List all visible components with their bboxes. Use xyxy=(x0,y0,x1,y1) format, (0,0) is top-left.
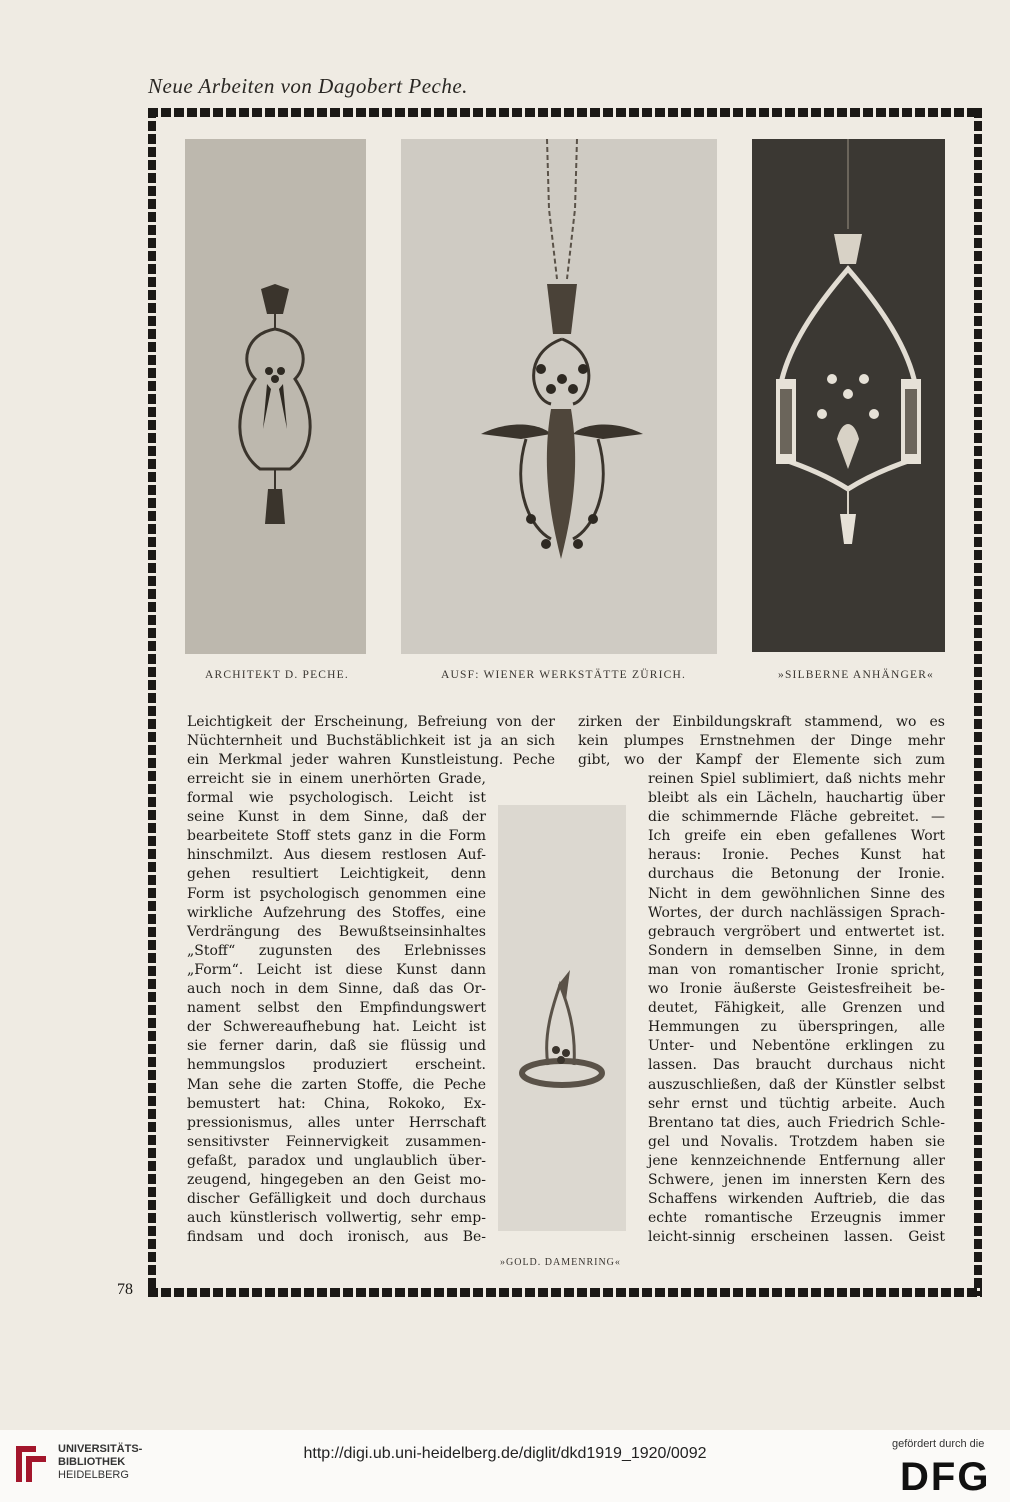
ring-illustration xyxy=(498,805,626,1231)
text-line: Hemmungen zu überspringen, alle xyxy=(648,1019,945,1036)
text-line: bearbeitete Stoff stets ganz in die Form xyxy=(187,828,486,845)
frame-border-left xyxy=(148,108,156,1296)
photo-pendant-right xyxy=(752,139,945,652)
photo-gold-ring xyxy=(498,805,626,1231)
text-line: jene kennzeichnende Entfernung aller xyxy=(648,1152,945,1169)
text-line: Wortes, der durch nachlässigen Sprach- xyxy=(648,904,945,921)
caption-ring: »GOLD. DAMENRING« xyxy=(500,1257,621,1268)
text-line: discher Gefälligkeit und doch durchaus xyxy=(187,1191,486,1208)
photo-pendant-left xyxy=(185,139,366,654)
text-line: hemmungslos produziert erscheint. xyxy=(187,1057,486,1074)
pendant-right-illustration xyxy=(752,139,945,652)
text-line: heraus: Ironie. Peches Kunst hat xyxy=(648,847,945,864)
text-line: Nicht in dem gewöhnlichen Sinne des xyxy=(648,885,945,902)
text-line: Form ist psychologisch genommen eine xyxy=(187,885,486,902)
caption-right: »SILBERNE ANHÄNGER« xyxy=(778,669,935,681)
text-line: pressionismus, alles unter Herrschaft xyxy=(187,1114,486,1131)
text-line: findsam und doch ironisch, aus Be- xyxy=(187,1229,486,1246)
text-line: Brentano tat dies, auch Friedrich Schle- xyxy=(648,1114,945,1131)
caption-left: ARCHITEKT D. PECHE. xyxy=(205,669,349,681)
funding-caption: gefördert durch die xyxy=(892,1438,985,1450)
text-line: hinschmilzt. Aus diesem restlosen Auf- xyxy=(187,847,486,864)
text-line: erreicht sie in einem unerhörten Grade, xyxy=(187,771,486,787)
text-line: zeugend, hingegeben an den Geist mo- xyxy=(187,1171,486,1188)
right-column-narrow xyxy=(648,770,945,1247)
caption-center: AUSF: WIENER WERKSTÄTTE ZÜRICH. xyxy=(441,669,687,681)
text-line: gel und Novalis. Trotzdem haben sie xyxy=(648,1133,945,1150)
text-line: gebrauch vergröbert und entwertet ist. xyxy=(648,923,945,940)
text-line: die schimmernde Fläche gebreitet. — xyxy=(648,809,945,826)
text-line: durchaus die Betonung der Ironie. xyxy=(648,866,945,883)
text-line: lassen. Das braucht durchaus nicht xyxy=(648,1057,945,1074)
library-line-2: BIBLIOTHEK xyxy=(58,1456,126,1468)
text-line: formal wie psychologisch. Leicht ist xyxy=(187,790,486,807)
text-line: sensitivster Feinnervigkeit zusammen- xyxy=(187,1133,486,1150)
page-number: 78 xyxy=(117,1281,133,1298)
text-line: Verdrängung des Bewußtseinsinhaltes xyxy=(187,923,486,940)
text-line: Nüchternheit und Buchstäblichkeit ist ja an sich xyxy=(187,733,555,750)
text-line: sehr ernst und tüchtig arbeite. Auch xyxy=(648,1095,945,1112)
text-line: wirkliche Aufzehrung des Stoffes, eine xyxy=(187,904,486,921)
text-line: man von romantischer Ironie spricht, xyxy=(648,961,945,978)
text-line: „Form“. Leicht ist diese Kunst dann xyxy=(187,961,486,978)
text-line: gibt, wo der Kampf der Elemente sich zum xyxy=(578,752,945,769)
left-column-narrow xyxy=(187,770,486,1247)
text-line: nament selbst den Empfindungswert xyxy=(187,1000,486,1017)
text-line: leicht-sinnig erscheinen lassen. Geist xyxy=(648,1229,945,1246)
pendant-center-illustration xyxy=(401,139,717,654)
text-line: auszuschließen, daß der Künstler selbst xyxy=(648,1076,945,1093)
frame-border-right xyxy=(974,108,982,1296)
text-line: „Stoff“ zugunsten des Erlebnisses xyxy=(187,942,486,959)
text-line: auch künstlerisch vollwertig, sehr emp- xyxy=(187,1210,486,1227)
text-line: gehen resultiert Leichtigkeit, denn xyxy=(187,866,486,883)
running-head: Neue Arbeiten von Dagobert Peche. xyxy=(148,74,468,98)
frame-border-bottom xyxy=(148,1288,982,1297)
left-column-top xyxy=(187,713,555,770)
text-line: Ich greife ein eben gefallenes Wort xyxy=(648,828,945,845)
viewer-footer xyxy=(0,1430,1010,1502)
text-line: Unter- und Nebentöne erklingen zu xyxy=(648,1038,945,1055)
text-line: wo Ironie äußerste Geistesfreiheit be- xyxy=(648,981,945,998)
text-line: ein Merkmal jeder wahren Kunstleistung. Peche xyxy=(187,752,555,769)
text-line: bemustert hat: China, Rokoko, Ex- xyxy=(187,1095,486,1112)
text-line: Leichtigkeit der Erscheinung, Befreiung von der xyxy=(187,714,555,730)
text-line: deutet, Fähigkeit, alle Grenzen und xyxy=(648,1000,945,1017)
library-line-3: HEIDELBERG xyxy=(58,1469,129,1481)
pendant-left-illustration xyxy=(185,139,366,654)
text-line: bleibt als ein Lächeln, hauchartig über xyxy=(648,790,945,807)
right-column-top xyxy=(578,713,945,770)
dfg-logo[interactable]: DFG xyxy=(900,1455,991,1499)
text-line: gefaßt, paradox und unglaublich über- xyxy=(187,1152,486,1169)
photo-pendant-center xyxy=(401,139,717,654)
text-line: auch noch in dem Sinne, daß das Or- xyxy=(187,981,486,998)
text-line: Schwere, jenen im innersten Kern des xyxy=(648,1171,945,1188)
text-line: Schaffens wirkenden Auftrieb, die das xyxy=(648,1191,945,1208)
text-line: echte romantische Erzeugnis immer xyxy=(648,1210,945,1227)
text-line: zirken der Einbildungskraft stammend, wo es xyxy=(578,714,945,730)
library-line-1: UNIVERSITÄTS- xyxy=(58,1443,143,1455)
text-line: Man sehe die zarten Stoffe, die Peche xyxy=(187,1076,486,1093)
text-line: sie ferner darin, daß sie flüssig und xyxy=(187,1038,486,1055)
document-url[interactable]: http://digi.ub.uni-heidelberg.de/diglit/dkd1919_1920/0092 xyxy=(303,1445,707,1462)
text-line: reinen Spiel sublimiert, daß nichts mehr xyxy=(648,771,945,787)
text-line: kein plumpes Ernstnehmen der Dinge mehr xyxy=(578,733,945,750)
text-line: Sondern in demselben Sinne, in dem xyxy=(648,942,945,959)
text-line: seine Kunst in dem Sinne, daß der xyxy=(187,809,486,826)
frame-border-top xyxy=(148,108,982,117)
text-line: der Schwereaufhebung hat. Leicht ist xyxy=(187,1019,486,1036)
